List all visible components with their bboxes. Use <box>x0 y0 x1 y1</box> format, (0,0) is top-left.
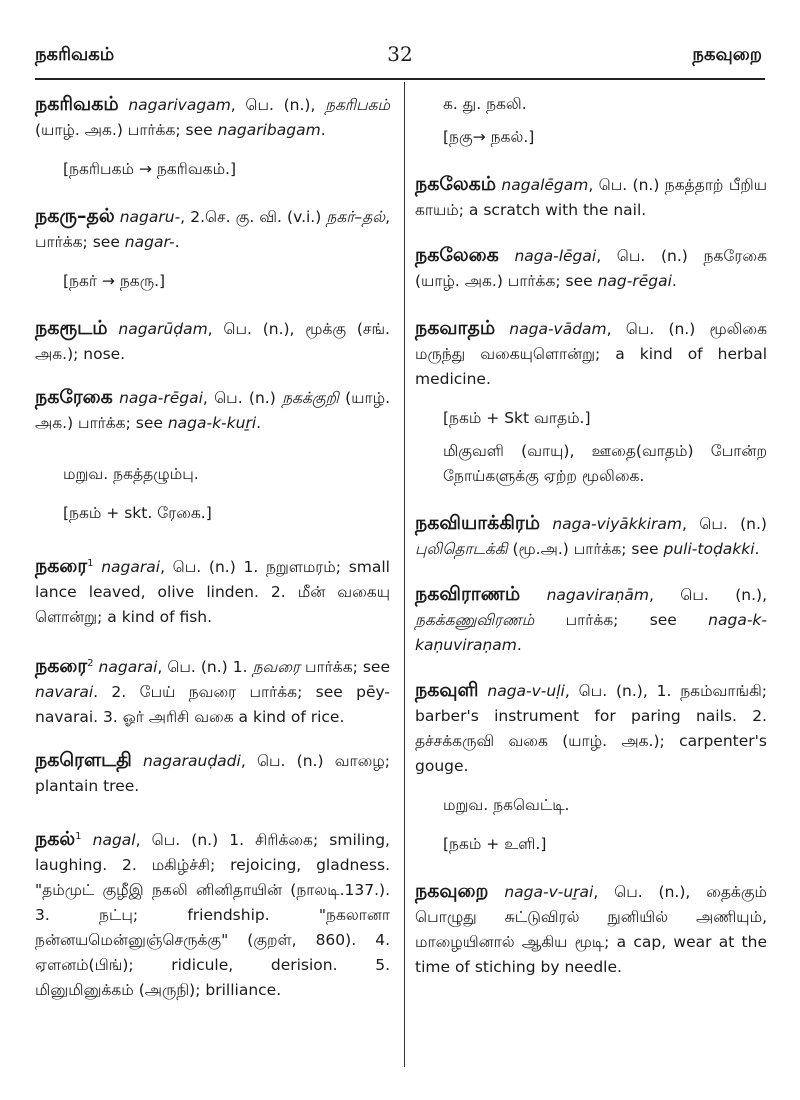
cross-reference: நகக்கணுவிரணம் <box>415 611 535 629</box>
definition-text: , 2.செ. கு. வி. (v.i.) <box>180 208 327 226</box>
definition-text: , பெ. (n.) <box>202 389 283 407</box>
etymology-note: [நகம் + Skt வாதம்.] <box>443 409 591 427</box>
transliteration: nagarivagam <box>128 96 231 114</box>
left-column <box>35 92 390 1003</box>
running-head-right: நகவுறை <box>692 44 762 65</box>
dictionary-entry <box>415 582 767 658</box>
dictionary-entry <box>415 172 767 223</box>
transliteration: nagal <box>92 831 136 849</box>
definition-text: , பெ. (n.), <box>649 586 767 604</box>
page-header <box>0 44 800 74</box>
definition-text: . <box>320 121 326 139</box>
dictionary-entry <box>35 92 390 143</box>
definition-text: , பெ. (n.) நகத்தாற் பீறிய காயம்; a scratch with the nail. <box>415 176 767 219</box>
page-number: 32 <box>387 42 413 66</box>
etymology-note: [நகர் → நகரு.] <box>63 272 166 290</box>
cross-reference-roman: naga-k-kuṟi <box>167 414 257 432</box>
definition-text: , பெ. (n.) 1. நறுளமரம்; small lance leaved, olive linden. 2. மீன் வகையு ளொன்று; a kind of fish. <box>35 558 390 626</box>
dictionary-entry <box>35 748 390 799</box>
cross-reference: புலிதொடக்கி <box>415 540 508 558</box>
cross-reference-roman: nagaribagam <box>217 121 321 139</box>
transliteration: nagarai <box>98 658 158 676</box>
definition-text: , பெ. (n.), தைக்கும் பொழுது சுட்டுவிரல் நுனியில் அணியும், மாழையினால் ஆகிய மூடி; a cap, wear at the time of stiching by needle. <box>415 883 767 976</box>
dictionary-entry <box>415 879 767 980</box>
definition-text: (மூ.அ.) பார்க்க; see <box>507 540 664 558</box>
headword: நகலேகை <box>415 244 499 266</box>
transliteration: naga-viyākkiram <box>552 515 682 533</box>
transliteration: nagaru- <box>119 208 181 226</box>
transliteration: naga-lēgai <box>514 247 597 265</box>
headword: நகவாதம் <box>415 317 496 339</box>
definition-text: . 2. பேய் நவரை பார்க்க; see pēy-navarai. 3. ஓர் அரிசி வகை a kind of rice. <box>35 683 390 726</box>
headword: நகவிராணம் <box>415 583 521 605</box>
transliteration: nagaviraṇām <box>546 586 649 604</box>
definition-text: , பார்க்க; see <box>35 208 390 251</box>
headword: நகவியாக்கிரம் <box>415 512 541 534</box>
etymology-note: மிகுவளி (வாயு), ஊதை(வாதம்) போன்ற நோய்களுக்கு ஏற்ற மூலிகை. <box>443 442 767 485</box>
headword: நகவுளி <box>415 679 479 701</box>
headword: நகரை <box>35 655 88 677</box>
running-head-left: நகரிவகம் <box>35 44 115 65</box>
definition-text: பார்க்க; see <box>300 658 390 676</box>
transliteration: naga-v-uṟai <box>504 883 594 901</box>
definition-text: . <box>754 540 760 558</box>
etymology-note: க. து. நகலி. <box>443 95 527 113</box>
transliteration: naga-v-uḷi <box>487 682 565 700</box>
definition-text: (யாழ். அக.) பார்க்க; see <box>35 121 218 139</box>
headword: நகரிவகம் <box>35 93 119 115</box>
dictionary-entry <box>35 554 390 630</box>
etymology-note: [நகம் + skt. ரேகை.] <box>63 504 212 522</box>
dictionary-entry <box>415 511 767 562</box>
cross-reference: நகக்குறி <box>282 389 339 407</box>
cross-reference-roman: naga-k-kaṇuviraṇam <box>415 611 767 654</box>
headword: நகரை <box>35 555 88 577</box>
definition-text: , பெ. (n.) 1. <box>157 658 253 676</box>
dictionary-entry <box>35 827 390 1003</box>
definition-text: , பெ. (n.), <box>230 96 326 114</box>
transliteration: naga-rēgai <box>119 389 203 407</box>
dictionary-entry <box>35 204 390 255</box>
headword: நகரூடம் <box>35 317 108 339</box>
definition-text: (யாழ். அக.) பார்க்க; see <box>35 389 391 432</box>
definition-text: . <box>671 272 677 290</box>
homonym-number: 1 <box>75 830 82 842</box>
definition-text: . <box>174 233 180 251</box>
headword: நகல் <box>35 828 76 850</box>
right-column <box>415 92 767 980</box>
definition-text: , பெ. (n.), மூக்கு (சங். அக.); nose. <box>35 320 390 363</box>
definition-text: , பெ. (n.) மூலிகை மருந்து வகையுளொன்று; a kind of herbal medicine. <box>415 320 767 388</box>
cross-reference: நகரிபகம் <box>325 96 390 114</box>
transliteration: nagarauḍadi <box>142 752 241 770</box>
transliteration: nagarai <box>101 558 161 576</box>
homonym-number: 1 <box>87 557 94 569</box>
column-divider <box>404 82 405 1067</box>
etymology-note: [நகம் + உளி.] <box>443 835 547 853</box>
headword: நகரு–தல் <box>35 205 115 227</box>
dictionary-entry <box>415 243 767 294</box>
cross-reference: நகர்–தல் <box>326 208 386 226</box>
dictionary-entry <box>415 678 767 779</box>
definition-text: , பெ. (n.) <box>682 515 767 533</box>
dictionary-entry <box>415 316 767 392</box>
cross-reference-roman: nagar- <box>124 233 175 251</box>
dictionary-entry <box>35 316 390 367</box>
transliteration: nagarūḍam <box>118 320 208 338</box>
definition-text: பார்க்க; see <box>534 611 709 629</box>
headword: நகவுறை <box>415 880 489 902</box>
definition-text: , பெ. (n.) வாழை; plantain tree. <box>35 752 390 795</box>
etymology-note: [நகு→ நகல்.] <box>443 128 535 146</box>
cross-reference-roman: puli-toḍakki <box>663 540 755 558</box>
dictionary-entry <box>35 654 390 730</box>
definition-text: . <box>256 414 262 432</box>
definition-text: , பெ. (n.), 1. நகம்வாங்கி; barber's instrument for paring nails. 2. தச்சக்கருவி வகை (யாழ். அக.); carpenter's gouge. <box>415 682 767 775</box>
cross-reference-roman: nag-rēgai <box>597 272 672 290</box>
headword: நகலேகம் <box>415 173 497 195</box>
transliteration: nagalēgam <box>501 176 589 194</box>
dictionary-entry <box>35 385 390 436</box>
etymology-note: [நகரிபகம் → நகரிவகம்.] <box>63 160 237 178</box>
etymology-note: மறுவ. நகவெட்டி. <box>443 796 570 814</box>
transliteration: naga-vādam <box>509 320 607 338</box>
definition-text: , பெ. (n.) நகரேகை (யாழ். அக.) பார்க்க; see <box>415 247 767 290</box>
cross-reference-roman: navarai <box>35 683 94 701</box>
definition-text: . <box>516 636 522 654</box>
header-rule <box>35 78 765 80</box>
definition-text: , பெ. (n.) 1. சிரிக்கை; smiling, laughing. 2. மகிழ்ச்சி; rejoicing, gladness. "தம்முட் குழீஇ நகலி னினிதாயின் (நாலடி.137.). 3. நட்பு; friendship. "நகலானா நன்னயமென்னுஞ்செருக்கு" (குறள், 860). 4. ஏளனம்(பிங்); ridicule, derision. 5. மினுமினுக்கம் (அருநி); brilliance. <box>35 831 390 999</box>
headword: நகரௌடதி <box>35 749 132 771</box>
headword: நகரேகை <box>35 386 113 408</box>
etymology-note: மறுவ. நகத்தழும்பு. <box>63 465 199 483</box>
cross-reference: நவரை <box>252 658 301 676</box>
homonym-number: 2 <box>87 657 94 669</box>
